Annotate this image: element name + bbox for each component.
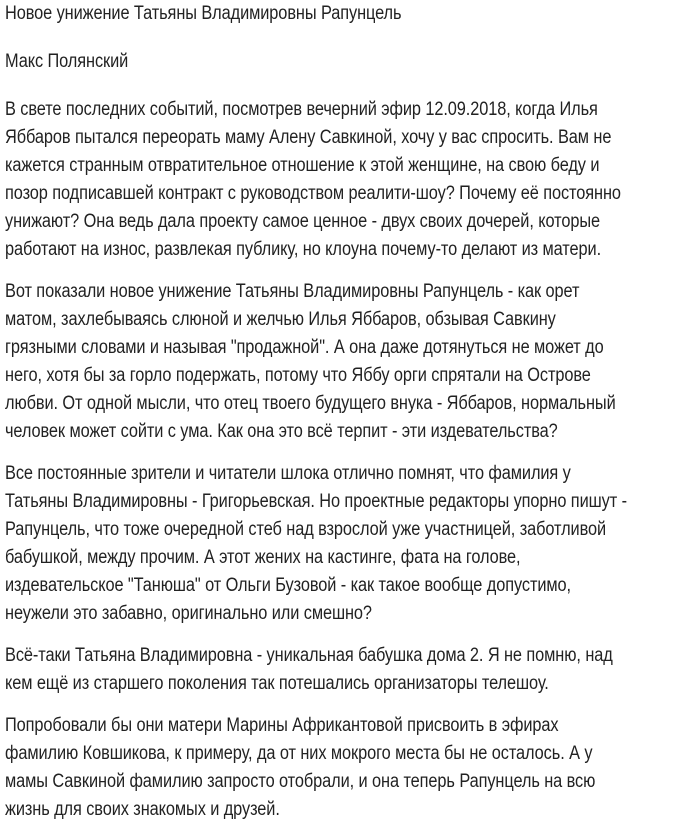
paragraph-line: матом, захлебываясь слюной и желчью Илья Яббаров, обзывая Савкину (5, 309, 556, 330)
paragraph-line: Все постоянные зрители и читатели шлока отлично помнят, что фамилия у (5, 463, 571, 484)
paragraph-line: позор подписавшей контракт с руководством реалити-шоу? Почему её постоянно (5, 183, 621, 204)
paragraph-line: жизнь для своих знакомых и друзей. (5, 799, 280, 820)
paragraph-line: издевательское "Танюша" от Ольги Бузовой - как такое вообще допустимо, (5, 575, 572, 596)
paragraph-4 (5, 642, 699, 698)
paragraph-line: кем ещё из старшего поколения так потешались организаторы телешоу. (5, 673, 549, 694)
paragraph-1 (5, 96, 699, 264)
paragraph-line: неужели это забавно, оригинально или смешно? (5, 603, 372, 624)
article-title: Новое унижение Татьяны Владимировны Рапунцель (5, 3, 402, 24)
paragraph-3 (5, 460, 699, 628)
paragraph-line: мамы Савкиной фамилию запросто отобрали, и она теперь Рапунцель на всю (5, 771, 596, 792)
paragraph-line: Рапунцель, что тоже очередной стеб над взрослой уже участницей, заботливой (5, 519, 607, 540)
article-author: Макс Полянский (5, 51, 129, 72)
paragraph-line: бабушкой, между прочим. А этот жених на кастинге, фата на голове, (5, 547, 521, 568)
paragraph-line: Яббаров пытался переорать маму Алену Савкиной, хочу у вас спросить. Вам не (5, 127, 612, 148)
paragraph-line: кажется странным отвратительное отношение к этой женщине, на свою беду и (5, 155, 600, 176)
paragraph-line: Татьяны Владимировны - Григорьевская. Но проектные редакторы упорно пишут - (5, 491, 627, 512)
paragraph-line: фамилию Ковшикова, к примеру, да от них мокрого места бы не осталось. А у (5, 743, 593, 764)
paragraph-line: грязными словами и называя "продажной". А она даже дотянуться не может до (5, 337, 604, 358)
paragraph-line: В свете последних событий, посмотрев вечерний эфир 12.09.2018, когда Илья (5, 99, 598, 120)
paragraph-line: любви. От одной мысли, что отец твоего будущего внука - Яббаров, нормальный (5, 393, 616, 414)
paragraph-line: Вот показали новое унижение Татьяны Владимировны Рапунцель - как орет (5, 281, 580, 302)
paragraph-line: унижают? Она ведь дала проекту самое ценное - двух своих дочерей, которые (5, 211, 601, 232)
paragraph-5 (5, 712, 691, 824)
paragraph-line: Попробовали бы они матери Марины Африкантовой присвоить в эфирах (5, 715, 559, 736)
paragraph-line: Всё-таки Татьяна Владимировна - уникальная бабушка дома 2. Я не помню, над (5, 645, 613, 666)
paragraph-line: него, хотя бы за горло подержать, потому что Яббу орги спрятали на Острове (5, 365, 591, 386)
paragraph-line: работают на износ, развлекая публику, но клоуна почему-то делают из матери. (5, 239, 602, 260)
paragraph-line: человек может сойти с ума. Как она это всё терпит - эти издевательства? (5, 421, 558, 442)
paragraph-2 (5, 278, 699, 446)
